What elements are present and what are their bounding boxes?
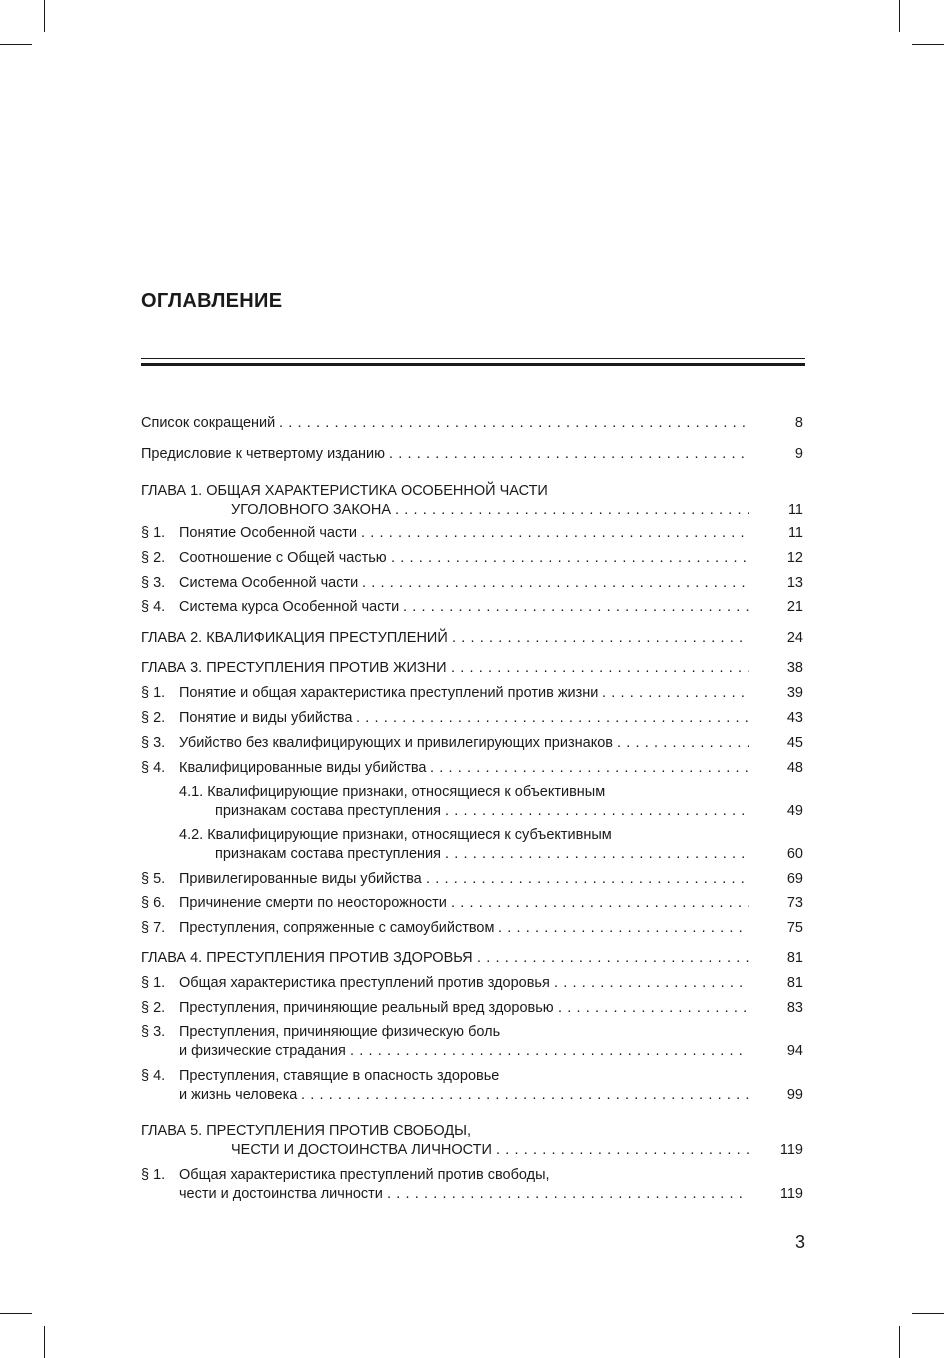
toc-page-number: 13 [786,575,803,591]
toc-entry[interactable] [141,482,805,520]
toc-page-number: 81 [786,975,803,991]
toc-entry-title: Понятие и виды убийства [179,709,356,728]
section-number: § 4. [141,1068,166,1084]
toc-entry[interactable] [141,783,805,821]
toc-entry[interactable] [141,870,805,889]
toc-entry-title: ГЛАВА 1. ОБЩАЯ ХАРАКТЕРИСТИКА ОСОБЕННОЙ ЧАСТИ [141,483,548,499]
toc-page-number: 69 [786,871,803,887]
section-number: § 1. [141,525,166,541]
toc-entry-title: Соотношение с Общей частью [179,549,391,568]
toc-page-number: 73 [786,895,803,911]
toc-entry-title: Квалифицированные виды убийства [179,759,430,778]
dot-leader [496,1141,749,1160]
toc-entry-title: Причинение смерти по неосторожности [179,894,451,913]
page-number: 3 [794,1232,805,1252]
dot-leader [451,659,749,678]
toc-entry-title: ГЛАВА 2. КВАЛИФИКАЦИЯ ПРЕСТУПЛЕНИЙ [141,629,452,648]
toc-entry[interactable] [141,524,805,543]
dot-leader [279,414,749,433]
toc-entry-title: Понятие и общая характеристика преступлений против жизни [179,684,602,703]
toc-entry[interactable] [141,659,805,678]
toc-entry-title: Общая характеристика преступлений против свободы, [179,1167,550,1183]
toc-entry-title: Общая характеристика преступлений против здоровья [179,974,554,993]
dot-leader [362,574,749,593]
dot-leader [426,870,749,889]
toc-entry[interactable] [141,999,805,1018]
dot-leader [356,709,749,728]
toc-entry[interactable] [141,629,805,648]
section-number: § 4. [141,760,166,776]
section-number: § 2. [141,1000,166,1016]
toc-page-number: 43 [786,710,803,726]
toc-entry[interactable] [141,1067,805,1105]
toc-entry[interactable] [141,919,805,938]
toc-entry-title: 4.1. Квалифицирующие признаки, относящиеся к объективным [179,784,606,800]
dot-leader [389,445,749,464]
toc-entry-title: ГЛАВА 3. ПРЕСТУПЛЕНИЯ ПРОТИВ ЖИЗНИ [141,659,451,678]
toc-page-number: 94 [786,1043,803,1059]
section-number: § 6. [141,895,166,911]
dot-leader [403,598,749,617]
dot-leader [558,999,749,1018]
dot-leader [361,524,749,543]
toc-entry-title: Список сокращений [141,414,279,433]
dot-leader [445,845,749,864]
toc-page-number: 49 [786,803,803,819]
toc-entry[interactable] [141,1023,805,1061]
section-number: § 2. [141,550,166,566]
dot-leader [350,1042,749,1061]
toc-entry-title: 4.2. Квалифицирующие признаки, относящиеся к субъективным [179,827,612,843]
toc-entry-title: Система Особенной части [179,574,362,593]
toc-page-number: 119 [779,1186,803,1202]
dot-leader [301,1086,749,1105]
dot-leader [451,894,749,913]
dot-leader [477,949,749,968]
toc-entry[interactable] [141,574,805,593]
toc-entry-title: и физические страдания [179,1042,350,1061]
toc-page-number: 99 [786,1087,803,1103]
dot-leader [602,684,749,703]
dot-leader [445,802,749,821]
dot-leader [617,734,749,753]
toc-entry[interactable] [141,414,805,433]
dot-leader [391,549,749,568]
toc-page-number: 75 [786,920,803,936]
toc-entry-title: Предисловие к четвертому изданию [141,445,389,464]
dot-leader [395,501,749,520]
dot-leader [430,759,749,778]
toc-entry[interactable] [141,949,805,968]
toc-page-number: 81 [786,950,803,966]
toc-entry[interactable] [141,709,805,728]
section-number: § 7. [141,920,166,936]
toc-page-number: 119 [779,1142,803,1158]
toc-entry-title: ЧЕСТИ И ДОСТОИНСТВА ЛИЧНОСТИ [231,1141,496,1160]
toc-page-number: 8 [794,415,803,431]
toc-page-number: 9 [794,446,803,462]
toc-entry[interactable] [141,974,805,993]
toc-entry-title: ГЛАВА 5. ПРЕСТУПЛЕНИЯ ПРОТИВ СВОБОДЫ, [141,1123,472,1139]
toc-entry-title: Преступления, причиняющие физическую боль [179,1024,501,1040]
section-number: § 2. [141,710,166,726]
toc-page-number: 45 [786,735,803,751]
toc-entry[interactable] [141,445,805,464]
toc-page-number: 12 [786,550,803,566]
section-number: § 5. [141,871,166,887]
toc-entry[interactable] [141,1122,805,1160]
section-number: § 3. [141,1024,166,1040]
section-number: § 1. [141,685,166,701]
toc-page-number: 60 [786,846,803,862]
toc-entry-title: признакам состава преступления [215,845,445,864]
toc-page-number: 24 [786,630,803,646]
toc-entry-title: Привилегированные виды убийства [179,870,426,889]
dot-leader [452,629,749,648]
toc-page-number: 83 [786,1000,803,1016]
toc-entry-title: чести и достоинства личности [179,1185,387,1204]
toc-entry-title: признакам состава преступления [215,802,445,821]
section-number: § 3. [141,735,166,751]
section-number: § 4. [141,599,166,615]
toc-entry[interactable] [141,549,805,568]
section-number: § 3. [141,575,166,591]
toc-entry[interactable] [141,826,805,864]
toc-entry[interactable] [141,1166,805,1204]
toc-entry-title: Система курса Особенной части [179,598,403,617]
toc-page-number: 11 [787,502,803,518]
toc-entry-title: УГОЛОВНОГО ЗАКОНА [231,501,395,520]
toc-entry[interactable] [141,734,805,753]
page-title: ОГЛАВЛЕНИЕ [141,290,283,312]
toc-entry[interactable] [141,598,805,617]
dot-leader [554,974,749,993]
toc-entry-title: Преступления, сопряженные с самоубийством [179,919,498,938]
dot-leader [387,1185,749,1204]
toc-entry-title: Преступления, ставящие в опасность здоровье [179,1068,500,1084]
toc-page-number: 39 [786,685,803,701]
section-number: § 1. [141,1167,166,1183]
toc-page-number: 38 [786,660,803,676]
toc-entry-title: ГЛАВА 4. ПРЕСТУПЛЕНИЯ ПРОТИВ ЗДОРОВЬЯ [141,949,477,968]
toc-entry-title: Убийство без квалифицирующих и привилегирующих признаков [179,734,617,753]
toc-entry[interactable] [141,759,805,778]
dot-leader [498,919,749,938]
toc-entry[interactable] [141,894,805,913]
toc-entry[interactable] [141,684,805,703]
toc-entry-title: и жизнь человека [179,1086,301,1105]
toc-page-number: 11 [787,525,803,541]
toc-page-number: 48 [786,760,803,776]
toc-entry-title: Преступления, причиняющие реальный вред здоровью [179,999,558,1018]
section-number: § 1. [141,975,166,991]
toc-entry-title: Понятие Особенной части [179,524,361,543]
toc-page-number: 21 [786,599,803,615]
